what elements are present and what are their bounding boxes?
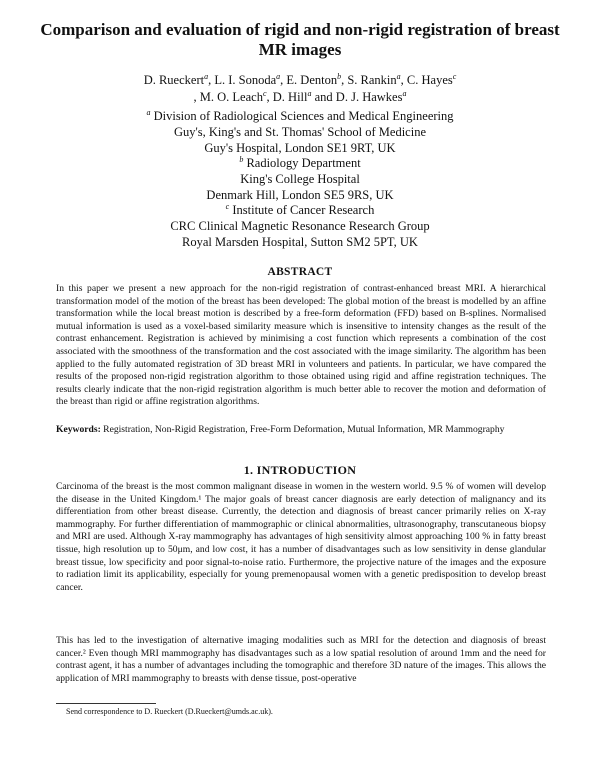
author: , S. Rankin$^a$: [341, 71, 401, 87]
author: , D. Hill$^a$: [266, 88, 312, 104]
author: and D. J. Hawkes$^a$: [311, 88, 407, 104]
abstract-text: In this paper we present a new approach for the non-rigid registration of contrast-enhanced breast MRI. A hierarchical transformation model of the motion of the breast has been developed: The global motion of the breast is modelled by an affine transformation while the local breast motion is described by a free-form deformation (FFD) based on B-splines. Normalised mutual information is used as a voxel-based similarity measure which is insensitive to intensity changes as the result of the contrast enhancement. Registration is achieved by minimising a cost function which represents a combination of the cost associated with the smoothness of the transformation and the cost associated with the image similarity. The algorithm has been applied to the fully automated registration of 3D breast MRI in volunteers and patients. In particular, we have compared the results of the proposed non-rigid registration algorithm to those obtained using rigid and affine registration techniques. The results clearly indicate that the non-rigid registration algorithm is much better able to recover the motion and deformation of the breast than rigid or affine registration algorithms.: [56, 283, 546, 408]
author: , C. Hayes$^c$: [400, 71, 457, 87]
intro-paragraph-1: Carcinoma of the breast is the most common malignant disease in women in the western world. 9.5 % of women will develop the disease in the United Kingdom.¹ The major goals of breast cancer diagnosis are early detection of malignancy and its differentiation from other breast disease. Currently, the detection and diagnosis of breast cancer primarily relies on X-ray mammography. For further differentiation of mammographic or clinical abnormalities, ultrasonography, transcutaneous biopsy and MRI are used. Although X-ray mammography has advantages of high sensitivity almost approaching 100 % in fatty breast tissue, high resolution up to 50μm, and low cost, it has a number of disadvantages such as low sensitivity in dense glandular breast tissue, low specificity and poor signal-to-noise ratio. Furthermore, the projective nature of the images and the exposure to radiation limit its applicability, especially for young premenopausal women with a genetic predisposition to develop breast cancer.: [56, 481, 546, 593]
paper-title: Comparison and evaluation of rigid and non-rigid registration of breast MR images: [40, 20, 560, 59]
correspondence-footnote: Send correspondence to D. Rueckert (D.Rueckert@umds.ac.uk).: [66, 707, 273, 716]
author: , E. Denton$^b$: [280, 71, 342, 87]
author: , L. I. Sonoda$^a$: [208, 71, 281, 87]
author-list: [60, 72, 540, 106]
section-heading-introduction: 1. INTRODUCTION: [243, 463, 357, 477]
abstract-heading: ABSTRACT: [267, 266, 333, 278]
keywords: [56, 424, 546, 436]
intro-paragraph-2: This has led to the investigation of alternative imaging modalities such as MRI for the detection and diagnosis of breast cancer.² Even though MRI mammography has disadvantages such as a low spatial resolution of around 1mm and the need for contrast agent, it has a number of advantages including the tomographic and therefore 3D nature of the images. This allows the application of MRI mammography to breasts with dense tissue, post-operative: [56, 635, 546, 684]
author: D. Rueckert$^a$: [143, 71, 209, 87]
footnote-divider: [56, 703, 156, 704]
affiliation-b: $^b$ Radiology Department King's College Hospital Denmark Hill, London SE5 9RS, UK: [206, 154, 394, 202]
keywords-text: Registration, Non-Rigid Registration, Free-Form Deformation, Mutual Information, MR Mammography: [103, 424, 505, 435]
author: , M. O. Leach$^c$: [193, 88, 267, 104]
affiliation-c: $^c$ Institute of Cancer Research CRC Clinical Magnetic Resonance Research Group Royal Marsden Hospital, Sutton SM2 5PT, UK: [170, 201, 430, 249]
keywords-label: Keywords:: [56, 424, 101, 435]
affiliation-a: $^a$ Division of Radiological Sciences and Medical Engineering Guy's, King's and St. Thomas' School of Medicine Guy's Hospital, London SE1 9RT, UK: [146, 107, 454, 155]
